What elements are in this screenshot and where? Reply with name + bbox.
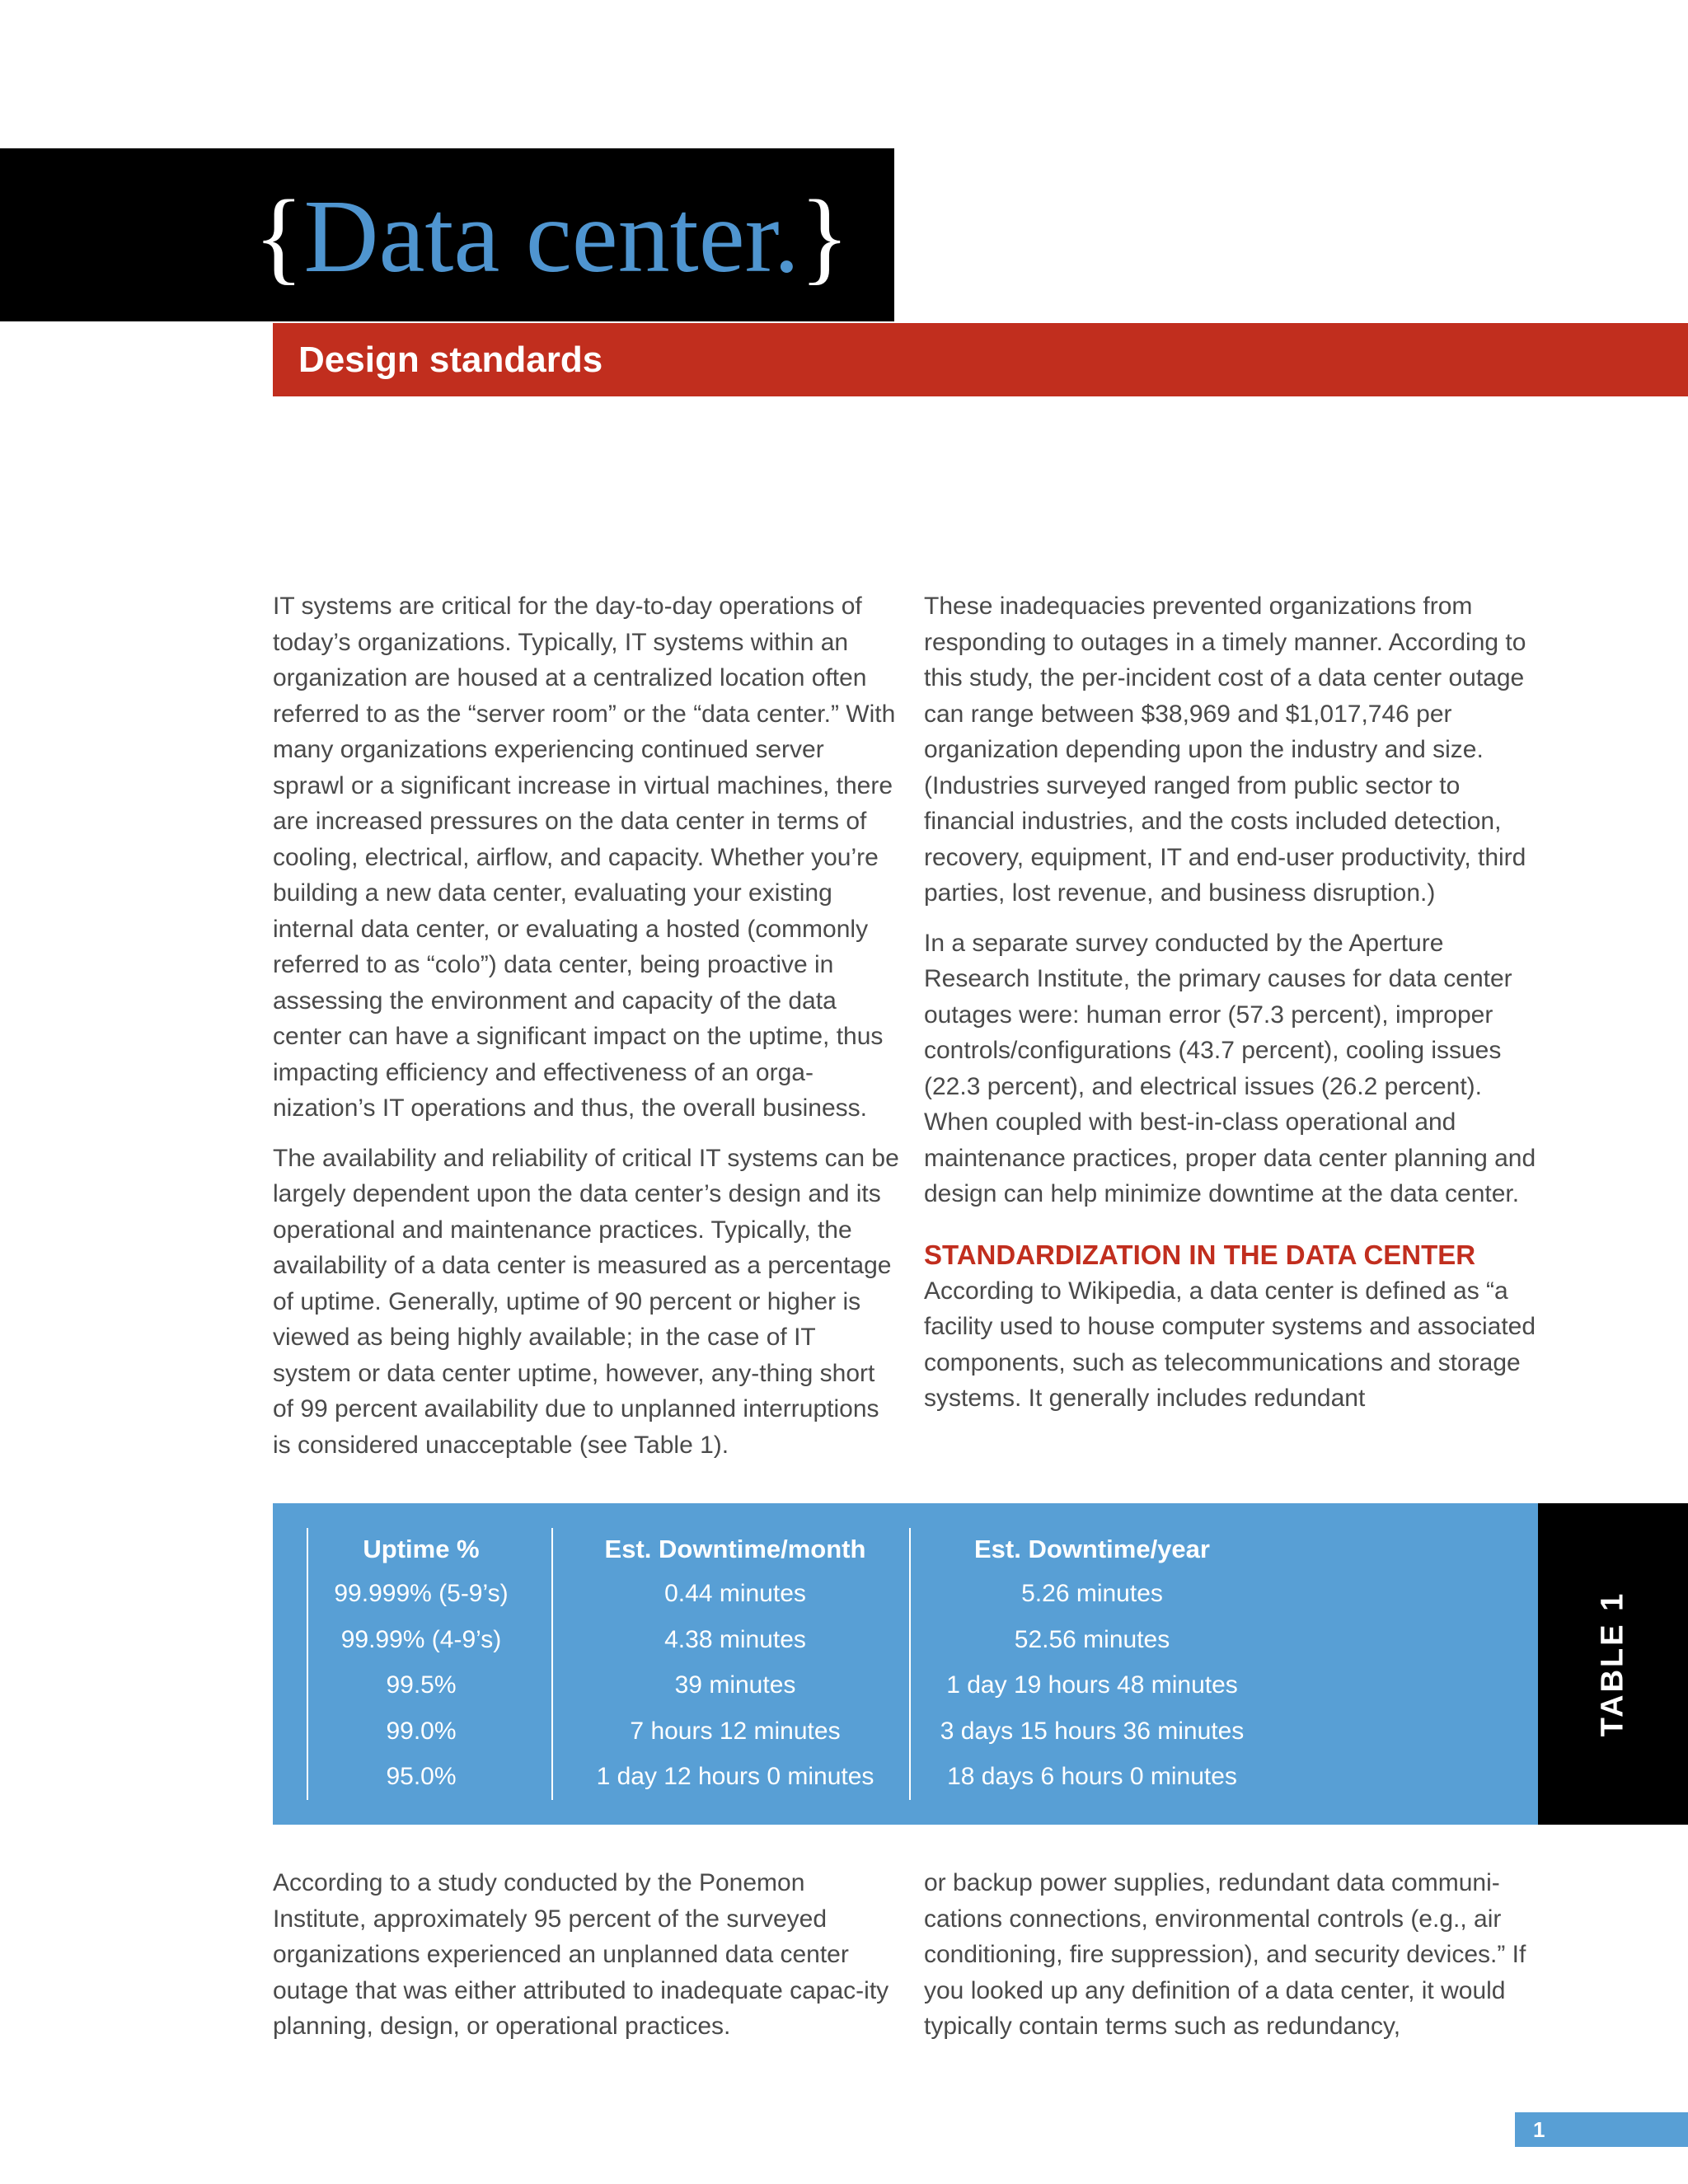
left-column-bottom [273,1865,899,2059]
table-label: TABLE 1 [1595,1591,1630,1737]
paragraph: These inadequacies prevented organizations from responding to outages in a timely manner. According to this study, the per-incident cost of a data center outage can range between $38,969 and $1,017,746 per organization depending upon the industry and size. (Industries surveyed ranged from public sector to financial industries, and the costs included detection, recovery, equipment, IT and end-user productivity, third parties, lost revenue, and business disruption.) [924,593,1526,907]
table-column-uptime [307,1528,535,1800]
title-text: Data center. [303,180,800,294]
table-cell: 0.44 minutes [664,1580,806,1607]
table-cell: 4.38 minutes [664,1625,806,1653]
table-label-tab [1538,1503,1688,1825]
section-heading: STANDARDIZATION IN THE DATA CENTER [924,1239,1476,1270]
table-cell: 95.0% [386,1763,457,1790]
paragraph: or backup power supplies, redundant data communi-cations connections, environmental controls (e.g., air conditioning, fire suppression), and security devices.” If you looked up any definition of a data center, it would typically contain terms such as redundancy, [924,1869,1526,2040]
paragraph: In a separate survey conducted by the Aperture Research Institute, the primary causes for data center outages were: human error (57.3 percent), improper controls/configurations (43.7 percent), cooling issues (22.3 percent), and electrical issues (26.2 percent). When coupled with best-in-class operational and maintenance practices, proper data center planning and design can help minimize downtime at the data center. [924,929,1536,1207]
paragraph: According to a study conducted by the Ponemon Institute, approximately 95 percent of the surveyed organizations experienced an unplanned data center outage that was either attributed to inadequate capac-ity planning, design, or operational practices. [273,1869,889,2040]
table-header: Est. Downtime/month [604,1535,866,1563]
table-column-downtime-year [911,1528,1273,1800]
table-cell: 5.26 minutes [1021,1580,1163,1607]
table-cell: 1 day 12 hours 0 minutes [596,1763,874,1790]
table-cell: 99.999% (5-9’s) [334,1580,509,1607]
table-cell: 1 day 19 hours 48 minutes [946,1671,1238,1699]
table-cell: 52.56 minutes [1014,1625,1170,1653]
table-cell: 7 hours 12 minutes [630,1717,841,1745]
page-number: 1 [1533,2117,1545,2142]
table-header: Est. Downtime/year [974,1535,1210,1563]
page-number-box [1515,2112,1688,2147]
paragraph: IT systems are critical for the day-to-day operations of today’s organizations. Typically, IT systems within an organization are housed at a centralized location often referred to as the “server room” or the “data center.” With many organizations experiencing continued server sprawl or a significant increase in virtual machines, there are increased pressures on the data center in terms of cooling, electrical, airflow, and capacity. Whether you’re building a new data center, evaluating your existing internal data center, or evaluating a hosted (commonly referred to as “colo”) data center, being proactive in assessing the environment and capacity of the data center can have a significant impact on the uptime, thus impacting efficiency and effectiveness of an orga-nization’s IT operations and thus, the overall business. [273,593,896,1122]
brace-close: } [799,180,850,294]
table-cell: 18 days 6 hours 0 minutes [947,1763,1237,1790]
page-title [254,167,850,307]
right-column-bottom [924,1865,1550,2059]
table-cell: 3 days 15 hours 36 minutes [940,1717,1245,1745]
brace-open: { [254,180,304,294]
table-divider [551,1528,553,1800]
table-cell: 99.5% [386,1671,457,1699]
page-subtitle: Design standards [298,340,603,380]
table-header: Uptime % [363,1535,480,1563]
table-cell: 99.99% (4-9’s) [340,1625,502,1653]
table-cell: 39 minutes [674,1671,796,1699]
paragraph: The availability and reliability of critical IT systems can be largely dependent upon the data center’s design and its operational and maintenance practices. Typically, the availability of a data center is measured as a percentage of uptime. Generally, uptime of 90 percent or higher is viewed as being highly available; in the case of IT system or data center uptime, however, any-thing short of 99 percent availability due to unplanned interruptions is considered unacceptable (see Table 1). [273,1144,899,1459]
right-column-top [924,588,1550,1431]
left-column-top [273,588,899,1477]
table-cell: 99.0% [386,1717,457,1745]
paragraph: According to Wikipedia, a data center is defined as “a facility used to house computer systems and associated components, such as telecommunications and storage systems. It generally includes redundant [924,1277,1536,1412]
table-column-downtime-month [554,1528,917,1800]
